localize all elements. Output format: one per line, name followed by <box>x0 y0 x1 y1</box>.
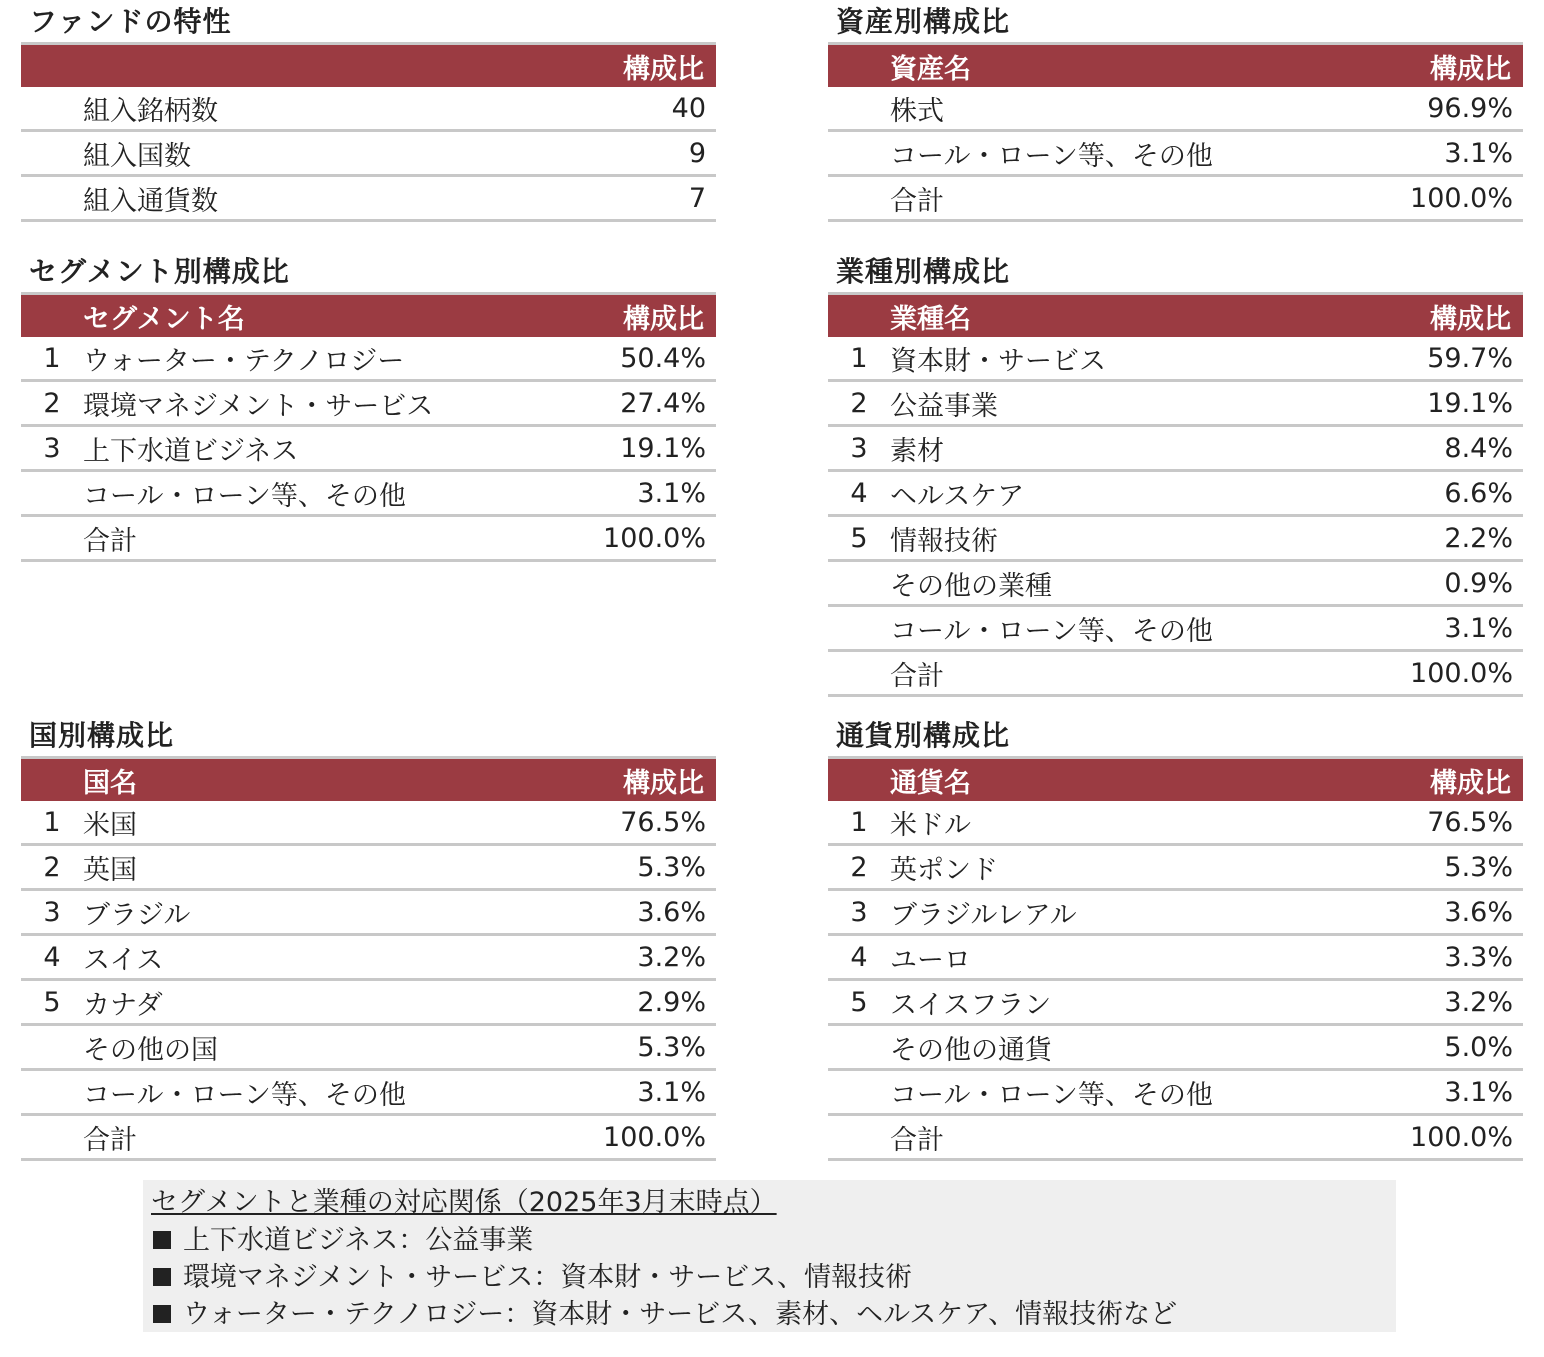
row-name: 米国 <box>83 801 484 845</box>
currency-allocation-panel <box>828 716 1523 1161</box>
square-bullet-icon <box>153 1231 171 1249</box>
table-row <box>828 176 1523 221</box>
table-row <box>21 176 716 221</box>
row-name: 合計 <box>890 1115 1291 1160</box>
row-rank <box>828 1070 890 1115</box>
table-row <box>828 87 1523 131</box>
row-value: 5.3% <box>484 845 716 890</box>
row-value: 8.4% <box>1291 426 1523 471</box>
row-rank <box>828 1025 890 1070</box>
row-name: 組入国数 <box>83 131 484 176</box>
row-name: 株式 <box>890 87 1291 131</box>
row-rank: 3 <box>21 890 83 935</box>
table-row <box>828 471 1523 516</box>
country-allocation-panel <box>21 716 716 1161</box>
row-value: 5.3% <box>484 1025 716 1070</box>
table-row <box>828 606 1523 651</box>
row-value: 3.2% <box>1291 980 1523 1025</box>
fund-characteristics-panel <box>21 2 716 222</box>
header-ratio: 構成比 <box>484 758 716 802</box>
row-name: コール・ローン等、その他 <box>890 1070 1291 1115</box>
table-row <box>21 87 716 131</box>
section-title: 業種別構成比 <box>836 255 1011 288</box>
table-row <box>21 890 716 935</box>
table-row <box>828 845 1523 890</box>
note-title: セグメントと業種の対応関係（2025年3月末時点） <box>151 1187 777 1218</box>
country-allocation-table <box>21 756 716 1161</box>
table-row <box>828 131 1523 176</box>
row-name: その他の国 <box>83 1025 484 1070</box>
row-value: 3.1% <box>1291 606 1523 651</box>
section-title: 資産別構成比 <box>836 5 1011 38</box>
row-value: 76.5% <box>484 801 716 845</box>
row-value: 3.6% <box>484 890 716 935</box>
row-name: 情報技術 <box>890 516 1291 561</box>
row-name: 資本財・サービス <box>890 337 1291 381</box>
table-row <box>828 935 1523 980</box>
square-bullet-icon <box>153 1268 171 1286</box>
row-rank: 5 <box>21 980 83 1025</box>
row-rank: 3 <box>828 426 890 471</box>
row-rank <box>21 471 83 516</box>
row-rank: 2 <box>828 381 890 426</box>
table-header-row <box>21 294 716 338</box>
row-rank <box>21 1070 83 1115</box>
row-value: 6.6% <box>1291 471 1523 516</box>
table-row <box>828 980 1523 1025</box>
row-name: 英ポンド <box>890 845 1291 890</box>
row-rank <box>828 1115 890 1160</box>
row-value: 5.3% <box>1291 845 1523 890</box>
note-item <box>151 1259 1396 1296</box>
table-row <box>828 516 1523 561</box>
row-name: ユーロ <box>890 935 1291 980</box>
row-name: 合計 <box>890 176 1291 221</box>
segment-allocation-panel <box>21 252 716 562</box>
header-ratio: 構成比 <box>484 294 716 338</box>
header-ratio: 構成比 <box>1291 758 1523 802</box>
row-name: 合計 <box>890 651 1291 696</box>
table-row <box>21 471 716 516</box>
table-row <box>828 337 1523 381</box>
note-item-text: 環境マネジメント・サービス：資本財・サービス、情報技術 <box>183 1262 912 1293</box>
row-name: コール・ローン等、その他 <box>890 606 1291 651</box>
row-rank <box>21 1115 83 1160</box>
header-name: 通貨名 <box>890 758 1291 802</box>
row-name: その他の通貨 <box>890 1025 1291 1070</box>
row-value: 2.2% <box>1291 516 1523 561</box>
row-rank <box>828 651 890 696</box>
table-row <box>828 381 1523 426</box>
row-value: 5.0% <box>1291 1025 1523 1070</box>
table-row <box>21 1070 716 1115</box>
row-name: スイスフラン <box>890 980 1291 1025</box>
section-title: ファンドの特性 <box>29 5 232 38</box>
row-value: 3.3% <box>1291 935 1523 980</box>
row-name: その他の業種 <box>890 561 1291 606</box>
header-name: 業種名 <box>890 294 1291 338</box>
row-name: コール・ローン等、その他 <box>890 131 1291 176</box>
row-value: 96.9% <box>1291 87 1523 131</box>
row-name: ウォーター・テクノロジー <box>83 337 484 381</box>
row-name: 環境マネジメント・サービス <box>83 381 484 426</box>
segment-allocation-table <box>21 292 716 562</box>
header-ratio: 構成比 <box>1291 44 1523 88</box>
row-value: 7 <box>484 176 716 221</box>
row-name: 上下水道ビジネス <box>83 426 484 471</box>
row-value: 19.1% <box>1291 381 1523 426</box>
row-value: 2.9% <box>484 980 716 1025</box>
segment-industry-mapping-note <box>143 1180 1396 1332</box>
row-value: 50.4% <box>484 337 716 381</box>
row-name: スイス <box>83 935 484 980</box>
row-rank: 4 <box>828 471 890 516</box>
table-row <box>21 426 716 471</box>
section-title: セグメント別構成比 <box>29 255 290 288</box>
row-value: 3.6% <box>1291 890 1523 935</box>
row-rank: 3 <box>828 890 890 935</box>
row-value: 3.1% <box>484 1070 716 1115</box>
row-rank: 1 <box>828 337 890 381</box>
table-header-row <box>21 44 716 88</box>
note-item-text: 上下水道ビジネス：公益事業 <box>183 1225 534 1256</box>
table-row <box>828 1115 1523 1160</box>
table-header-row <box>828 294 1523 338</box>
note-item-text: ウォーター・テクノロジー：資本財・サービス、素材、ヘルスケア、情報技術など <box>183 1299 1178 1330</box>
table-row <box>21 845 716 890</box>
asset-allocation-table <box>828 42 1523 222</box>
section-title: 国別構成比 <box>29 719 175 752</box>
table-row <box>21 1025 716 1070</box>
header-ratio: 構成比 <box>1291 294 1523 338</box>
row-value: 100.0% <box>484 1115 716 1160</box>
row-name: コール・ローン等、その他 <box>83 471 484 516</box>
row-value: 9 <box>484 131 716 176</box>
table-header-row <box>21 758 716 802</box>
row-rank <box>828 561 890 606</box>
row-rank <box>21 1025 83 1070</box>
section-title: 通貨別構成比 <box>836 719 1011 752</box>
row-name: 組入通貨数 <box>83 176 484 221</box>
row-name: カナダ <box>83 980 484 1025</box>
row-rank: 1 <box>21 337 83 381</box>
row-value: 40 <box>484 87 716 131</box>
row-rank: 3 <box>21 426 83 471</box>
header-name: 国名 <box>83 758 484 802</box>
currency-allocation-table <box>828 756 1523 1161</box>
table-row <box>21 980 716 1025</box>
industry-allocation-table <box>828 292 1523 697</box>
row-rank: 4 <box>21 935 83 980</box>
row-name: 英国 <box>83 845 484 890</box>
note-item <box>151 1296 1396 1333</box>
row-rank <box>828 606 890 651</box>
table-row <box>828 1025 1523 1070</box>
table-header-row <box>828 758 1523 802</box>
row-name: ブラジルレアル <box>890 890 1291 935</box>
fund-characteristics-table <box>21 42 716 222</box>
row-rank: 5 <box>828 516 890 561</box>
table-row <box>828 890 1523 935</box>
table-row <box>21 516 716 561</box>
table-header-row <box>828 44 1523 88</box>
table-row <box>21 131 716 176</box>
table-row <box>828 1070 1523 1115</box>
row-rank: 4 <box>828 935 890 980</box>
header-name: 資産名 <box>890 44 1291 88</box>
table-row <box>21 381 716 426</box>
row-name: 公益事業 <box>890 381 1291 426</box>
row-value: 100.0% <box>1291 1115 1523 1160</box>
row-rank: 1 <box>21 801 83 845</box>
row-rank: 2 <box>21 381 83 426</box>
row-value: 3.1% <box>1291 131 1523 176</box>
row-value: 0.9% <box>1291 561 1523 606</box>
square-bullet-icon <box>153 1305 171 1323</box>
header-ratio: 構成比 <box>484 44 716 88</box>
row-name: ブラジル <box>83 890 484 935</box>
row-value: 27.4% <box>484 381 716 426</box>
table-row <box>828 426 1523 471</box>
table-row <box>828 801 1523 845</box>
table-row <box>828 651 1523 696</box>
header-name <box>83 44 484 88</box>
row-value: 19.1% <box>484 426 716 471</box>
row-rank <box>21 516 83 561</box>
table-row <box>21 801 716 845</box>
row-rank: 5 <box>828 980 890 1025</box>
row-value: 100.0% <box>1291 176 1523 221</box>
row-rank: 2 <box>21 845 83 890</box>
asset-allocation-panel <box>828 2 1523 222</box>
table-row <box>21 337 716 381</box>
row-name: 合計 <box>83 516 484 561</box>
header-name: セグメント名 <box>83 294 484 338</box>
row-value: 76.5% <box>1291 801 1523 845</box>
row-name: 組入銘柄数 <box>83 87 484 131</box>
row-name: コール・ローン等、その他 <box>83 1070 484 1115</box>
row-name: 素材 <box>890 426 1291 471</box>
row-value: 3.1% <box>484 471 716 516</box>
row-value: 3.1% <box>1291 1070 1523 1115</box>
row-name: ヘルスケア <box>890 471 1291 516</box>
note-item <box>151 1222 1396 1259</box>
row-name: 米ドル <box>890 801 1291 845</box>
industry-allocation-panel <box>828 252 1523 697</box>
table-row <box>21 935 716 980</box>
row-name: 合計 <box>83 1115 484 1160</box>
row-value: 100.0% <box>1291 651 1523 696</box>
row-rank: 1 <box>828 801 890 845</box>
table-row <box>828 561 1523 606</box>
row-value: 100.0% <box>484 516 716 561</box>
row-value: 3.2% <box>484 935 716 980</box>
table-row <box>21 1115 716 1160</box>
row-value: 59.7% <box>1291 337 1523 381</box>
row-rank: 2 <box>828 845 890 890</box>
